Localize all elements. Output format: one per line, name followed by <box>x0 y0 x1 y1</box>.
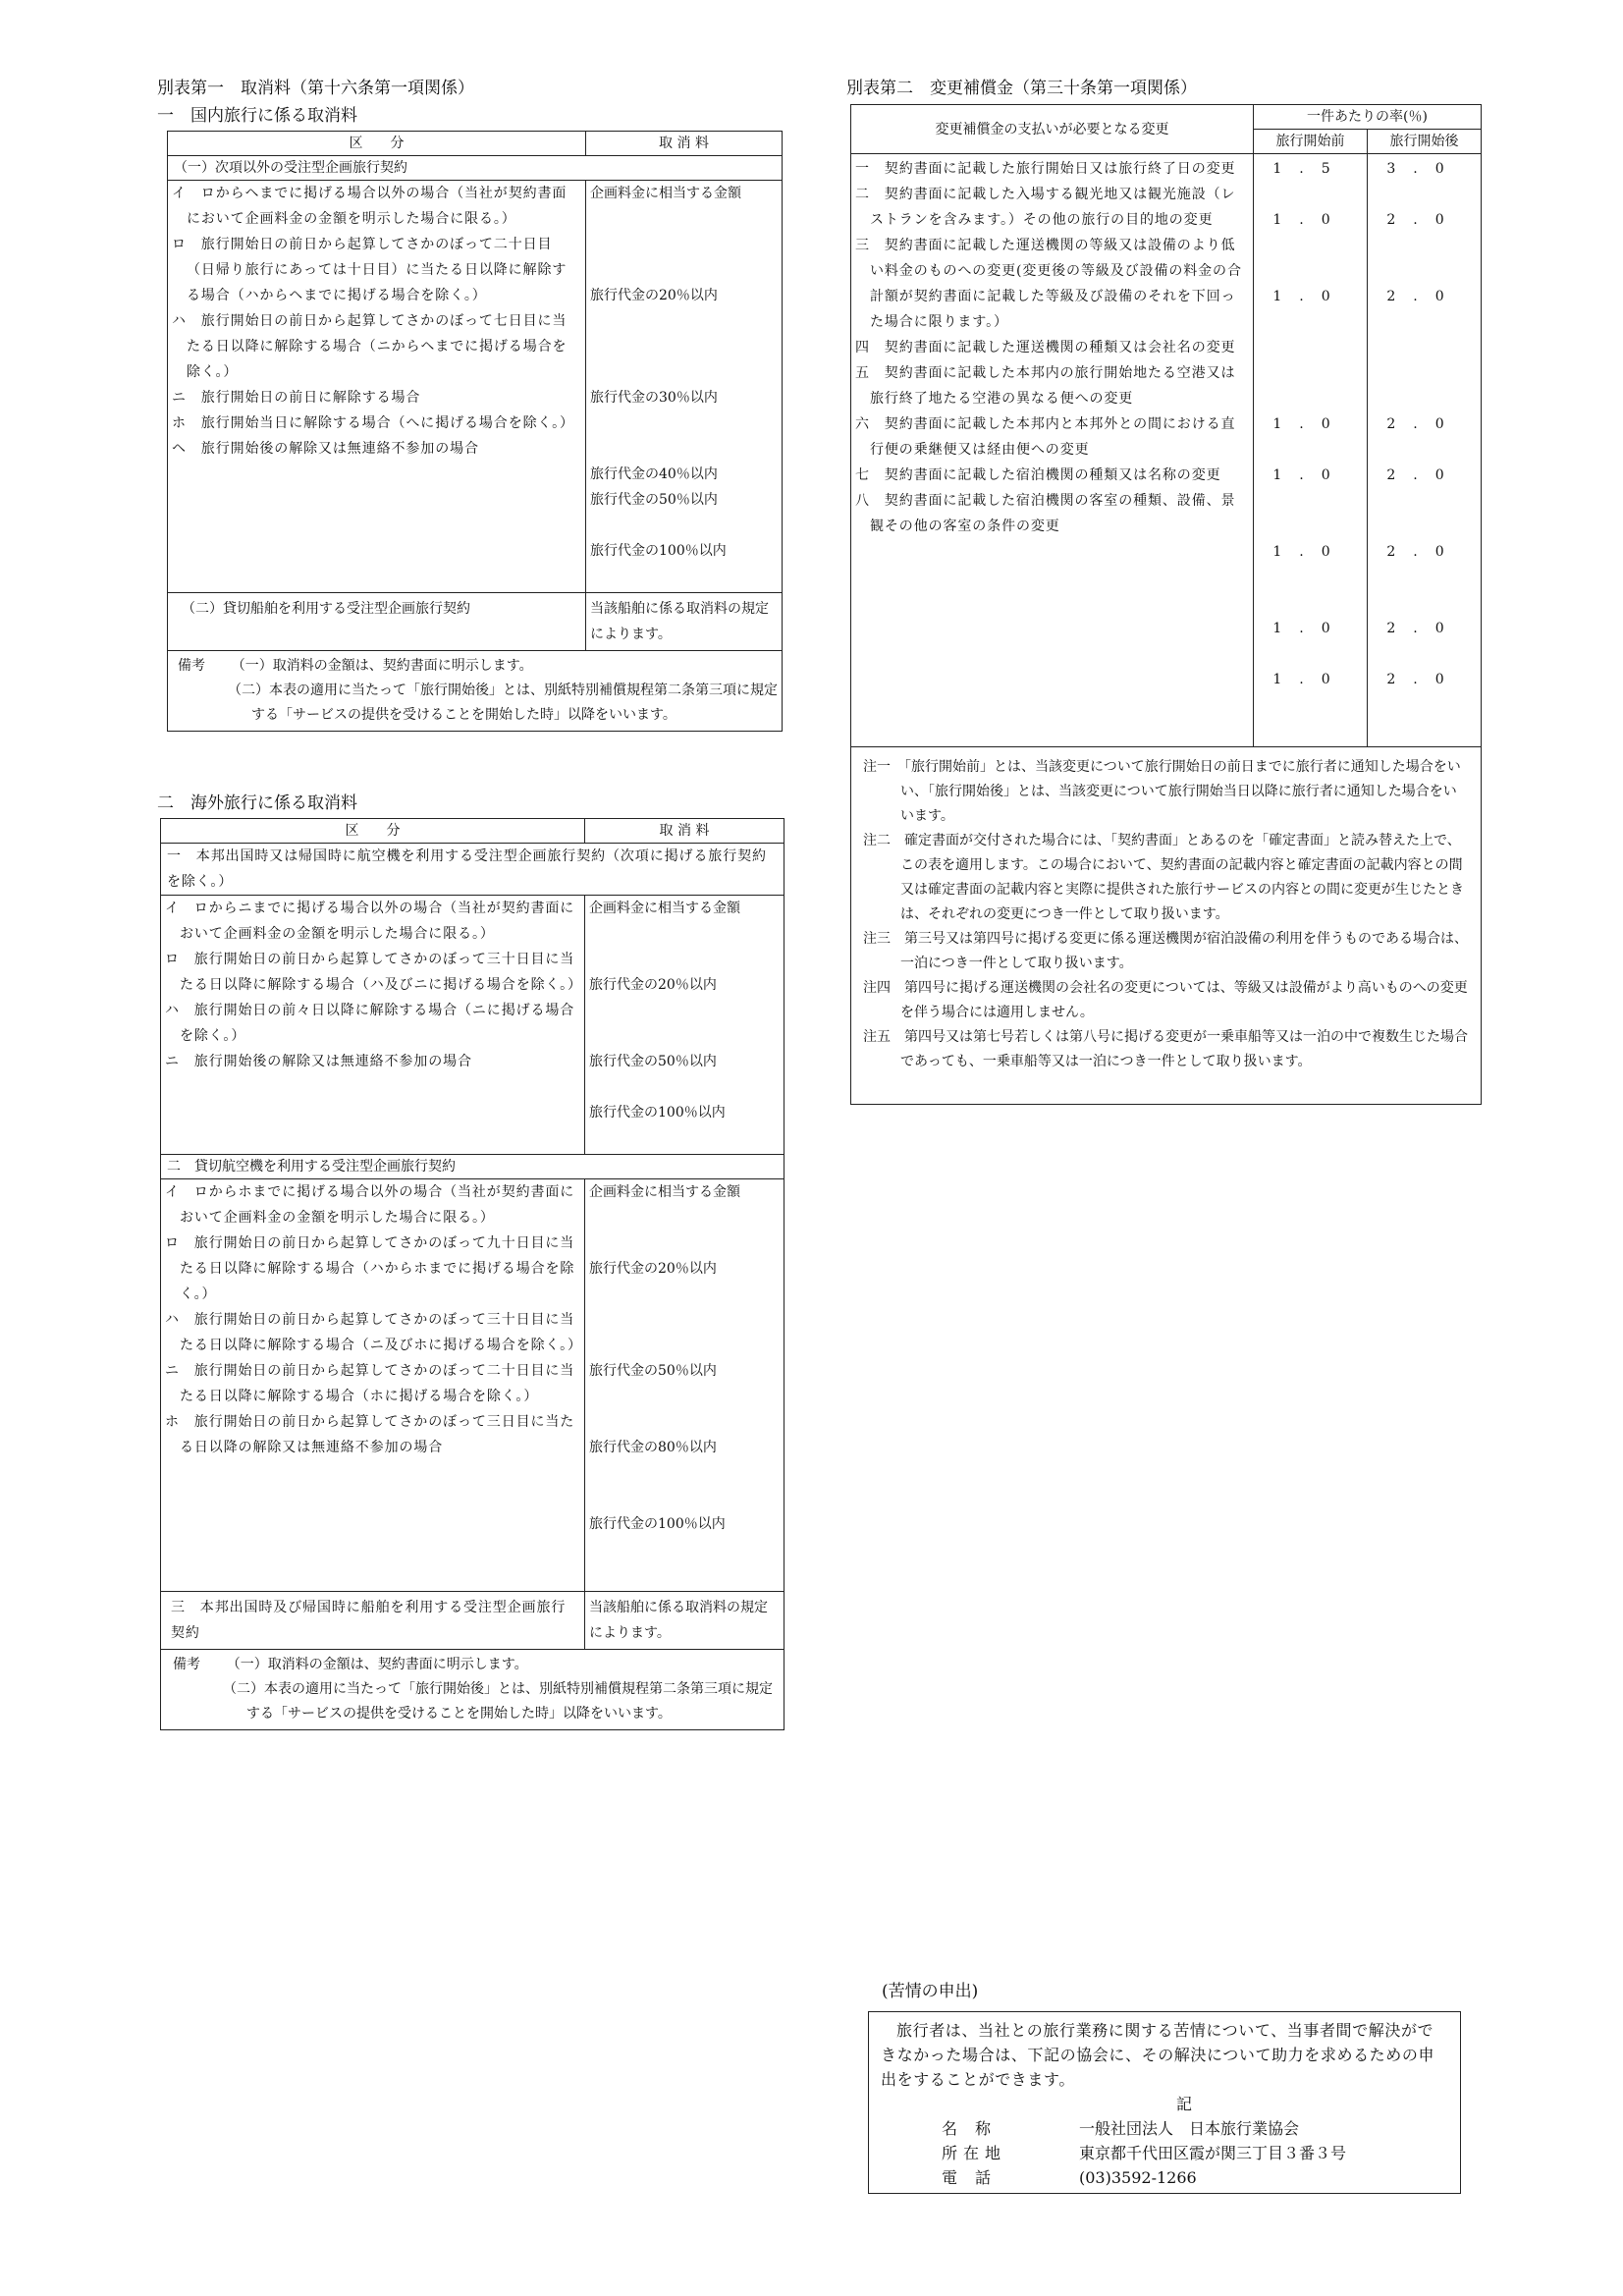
domestic-note-2: （二）本表の適用に当たって「旅行開始後」とは、別紙特別補償規程第二条第三項に規定する「サービスの提供を受けることを開始した時」以降をいいます。 <box>228 683 778 723</box>
overseas-s1-row-1-text: イ ロからニまでに掲げる場合以外の場合（当社が契約書面において企画料金の金額を明示した場合に限る。） <box>165 901 575 942</box>
t2-col-after: 旅行開始後 <box>1368 130 1482 154</box>
t2-row-5-text: 五 契約書面に記載した本邦内の旅行開始地たる空港又は旅行終了地たる空港の異なる便への変更 <box>855 365 1236 407</box>
t2-col-change: 変更補償金の支払いが必要となる変更 <box>851 105 1254 154</box>
domestic-col-category: 区 分 <box>168 132 586 156</box>
t2-notes <box>851 747 1482 1105</box>
overseas-section-3-fee: 当該船舶に係る取消料の規定によります。 <box>585 1592 784 1650</box>
domestic-note-1: （一）取消料の金額は、契約書面に明示します。 <box>231 658 533 674</box>
overseas-note-label: 備考 <box>173 1657 200 1672</box>
overseas-s2-row-2-text: ロ 旅行開始日の前日から起算してさかのぼって九十日目に当たる日以降に解除する場合（ハからホまでに掲げる場合を除く。） <box>165 1235 575 1302</box>
change-compensation-table <box>850 104 1482 1105</box>
domestic-row-6-text: ヘ 旅行開始後の解除又は無連絡不参加の場合 <box>172 441 479 457</box>
complaint-body: 旅行者は、当社との旅行業務に関する苦情について、当事者間で解決ができなかった場合は、下記の協会に、その解決について助力を求めるための申出をすることができます。 <box>881 2021 1435 2089</box>
complaint-name-row <box>881 2116 1448 2141</box>
domestic-cancellation-table <box>167 131 783 732</box>
complaint-address-row <box>881 2141 1448 2165</box>
t2-row-4-before: 1.0 <box>1272 416 1348 432</box>
t2-row-4-after: 2.0 <box>1386 416 1462 432</box>
table1-title: 別表第一 取消料（第十六条第一項関係） <box>157 79 474 98</box>
domestic-row-5-fee: 旅行代金の50％以内 <box>590 492 718 508</box>
overseas-cancellation-table <box>160 818 784 1730</box>
domestic-col-fee: 取 消 料 <box>586 132 783 156</box>
overseas-section-2: 二 貸切航空機を利用する受注型企画旅行契約 <box>161 1155 784 1179</box>
table2-title: 別表第二 変更補償金（第三十条第一項関係） <box>846 79 1197 98</box>
t2-note-4: 注四 第四号に掲げる運送機関の会社名の変更については、等級又は設備がより高いものへの変更を伴う場合には適用しません。 <box>863 980 1468 1020</box>
t2-note-1: 注一 「旅行開始前」とは、当該変更について旅行開始日の前日までに旅行者に通知した場合をいい、「旅行開始後」とは、当該変更について旅行開始当日以降に旅行者に通知した場合をいいます。 <box>863 759 1461 824</box>
t2-row-2-text: 二 契約書面に記載した入場する観光地又は観光施設（レストランを含みます。）その他の旅行の目的地の変更 <box>855 187 1236 228</box>
overseas-col-fee: 取 消 料 <box>585 819 784 844</box>
domestic-section-1: （一）次項以外の受注型企画旅行契約 <box>168 156 783 181</box>
t2-row-6-after: 2.0 <box>1386 544 1462 560</box>
overseas-note-1: （一）取消料の金額は、契約書面に明示します。 <box>226 1657 528 1672</box>
table-row <box>161 1592 784 1650</box>
domestic-row-1-fee: 企画料金に相当する金額 <box>590 186 741 201</box>
complaint-tel-row <box>881 2165 1448 2190</box>
complaint-ki: 記 <box>1175 2095 1192 2113</box>
domestic-section-2: （二）貸切船舶を利用する受注型企画旅行契約 <box>168 593 586 651</box>
overseas-s2-row-4-fee: 旅行代金の80％以内 <box>589 1440 717 1455</box>
t2-row-1-before: 1.5 <box>1272 161 1348 177</box>
t2-row-2-after: 2.0 <box>1386 212 1462 228</box>
complaint-name-label: 名称 <box>942 2119 1009 2138</box>
table-row <box>168 593 783 651</box>
overseas-s2-row-5-fee: 旅行代金の100％以内 <box>589 1516 726 1532</box>
overseas-col-category: 区 分 <box>161 819 585 844</box>
overseas-s1-row-3-fee: 旅行代金の50％以内 <box>589 1054 717 1069</box>
table-row <box>161 896 784 1155</box>
overseas-s2-row-1-fee: 企画料金に相当する金額 <box>589 1184 740 1200</box>
overseas-s1-row-4-text: ニ 旅行開始後の解除又は無連絡不参加の場合 <box>165 1054 472 1069</box>
complaint-tel-label: 電話 <box>942 2168 1009 2187</box>
complaint-address-value: 東京都千代田区霞が関三丁目３番３号 <box>1079 2144 1347 2162</box>
table-row <box>161 1179 784 1592</box>
t2-row-8-after: 2.0 <box>1386 672 1462 687</box>
t2-row-3-text: 三 契約書面に記載した運送機関の等級又は設備のより低い料金のものへの変更(変更後の等級及び設備の料金の合計額が契約書面に記載した等級及び設備のそれを下回った場合に限ります。） <box>855 238 1242 330</box>
overseas-s1-row-2-fee: 旅行代金の20％以内 <box>589 977 717 993</box>
t2-row-5-after: 2.0 <box>1386 467 1462 483</box>
t2-note-3: 注三 第三号又は第四号に掲げる変更に係る運送機関が宿泊設備の利用を伴うものである場合は、一泊につき一件として取り扱います。 <box>863 931 1468 971</box>
overseas-s1-row-3-text: ハ 旅行開始日の前々日以降に解除する場合（ニに掲げる場合を除く。） <box>165 1003 575 1044</box>
overseas-s2-row-1-text: イ ロからホまでに掲げる場合以外の場合（当社が契約書面において企画料金の金額を明示した場合に限る。） <box>165 1184 575 1226</box>
complaint-name-value: 一般社団法人 日本旅行業協会 <box>1079 2119 1300 2138</box>
domestic-section-2-fee: 当該船舶に係る取消料の規定によります。 <box>586 593 783 651</box>
domestic-title: 一 国内旅行に係る取消料 <box>157 106 357 126</box>
complaint-title: (苦情の申出) <box>882 1982 979 2001</box>
t2-row-3-after: 2.0 <box>1386 289 1462 304</box>
overseas-s2-row-3-fee: 旅行代金の50％以内 <box>589 1363 717 1379</box>
domestic-row-4-fee: 旅行代金の40％以内 <box>590 466 718 482</box>
complaint-address-label: 所在地 <box>942 2144 1007 2162</box>
domestic-notes <box>168 651 783 732</box>
overseas-notes <box>161 1650 784 1730</box>
t2-row-4-text: 四 契約書面に記載した運送機関の種類又は会社名の変更 <box>855 340 1236 355</box>
domestic-row-3-text: ハ 旅行開始日の前日から起算してさかのぼって七日目に当たる日以降に解除する場合（ニからヘまでに掲げる場合を除く。） <box>172 313 568 380</box>
domestic-row-2-fee: 旅行代金の20％以内 <box>590 288 718 303</box>
overseas-s2-row-4-text: ニ 旅行開始日の前日から起算してさかのぼって二十日目に当たる日以降に解除する場合（ホに掲げる場合を除く。） <box>165 1363 575 1404</box>
domestic-row-4-text: ニ 旅行開始日の前日に解除する場合 <box>172 390 421 406</box>
t2-row-1-text: 一 契約書面に記載した旅行開始日又は旅行終了日の変更 <box>855 161 1236 177</box>
t2-row-6-before: 1.0 <box>1272 544 1348 560</box>
t2-rate-header: 一件あたりの率(％) <box>1254 105 1482 130</box>
t2-col-before: 旅行開始前 <box>1254 130 1368 154</box>
overseas-s2-row-3-text: ハ 旅行開始日の前日から起算してさかのぼって三十日目に当たる日以降に解除する場合（ニ及びホに掲げる場合を除く。） <box>165 1312 582 1353</box>
domestic-note-label: 備考 <box>178 658 205 674</box>
overseas-s1-row-4-fee: 旅行代金の100％以内 <box>589 1105 726 1121</box>
domestic-row-2-text: ロ 旅行開始日の前日から起算してさかのぼって二十日目（日帰り旅行にあっては十日目）に当たる日以降に解除する場合（ハからヘまでに掲げる場合を除く。） <box>172 237 568 303</box>
t2-row-8-text: 八 契約書面に記載した宿泊機関の客室の種類、設備、景観その他の客室の条件の変更 <box>855 493 1236 534</box>
overseas-section-3: 三 本邦出国時及び帰国時に船舶を利用する受注型企画旅行契約 <box>161 1592 585 1650</box>
domestic-row-5-text: ホ 旅行開始当日に解除する場合（へに掲げる場合を除く。） <box>172 415 574 431</box>
complaint-tel-value: (03)3592-1266 <box>1079 2168 1197 2187</box>
overseas-s1-row-2-text: ロ 旅行開始日の前日から起算してさかのぼって三十日目に当たる日以降に解除する場合（ハ及びニに掲げる場合を除く。） <box>165 952 582 993</box>
t2-row-1-after: 3.0 <box>1386 161 1462 177</box>
domestic-row-6-fee: 旅行代金の100％以内 <box>590 543 727 559</box>
overseas-s2-row-2-fee: 旅行代金の20％以内 <box>589 1261 717 1277</box>
overseas-section-1: 一 本邦出国時又は帰国時に航空機を利用する受注型企画旅行契約（次項に掲げる旅行契約を除く。） <box>161 844 784 896</box>
domestic-row-1-text: イ ロからヘまでに掲げる場合以外の場合（当社が契約書面において企画料金の金額を明示した場合に限る。） <box>172 186 568 227</box>
complaint-box <box>868 2011 1461 2194</box>
table-row <box>168 181 783 593</box>
t2-row-5-before: 1.0 <box>1272 467 1348 483</box>
t2-note-5: 注五 第四号又は第七号若しくは第八号に掲げる変更が一乗車船等又は一泊の中で複数生じた場合であっても、一乗車船等又は一泊につき一件として取り扱います。 <box>863 1029 1468 1069</box>
table-row <box>851 154 1482 747</box>
overseas-note-2: （二）本表の適用に当たって「旅行開始後」とは、別紙特別補償規程第二条第三項に規定する「サービスの提供を受けることを開始した時」以降をいいます。 <box>223 1681 773 1722</box>
t2-row-6-text: 六 契約書面に記載した本邦内と本邦外との間における直行便の乗継便又は経由便への変更 <box>855 416 1236 458</box>
t2-row-7-after: 2.0 <box>1386 621 1462 636</box>
overseas-s1-row-1-fee: 企画料金に相当する金額 <box>589 901 740 916</box>
t2-note-2: 注二 確定書面が交付された場合には、「契約書面」とあるのを「確定書面」と読み替えた上で、この表を適用します。この場合において、契約書面の記載内容と確定書面の記載内容との間又は確定書面の記載内容と実際に提供された旅行サービスの内容との間に変更が生じたときは、それぞれの変更につき一件として取り扱います。 <box>863 833 1464 922</box>
t2-row-2-before: 1.0 <box>1272 212 1348 228</box>
domestic-row-3-fee: 旅行代金の30％以内 <box>590 390 718 406</box>
t2-row-7-text: 七 契約書面に記載した宿泊機関の種類又は名称の変更 <box>855 467 1221 483</box>
t2-row-8-before: 1.0 <box>1272 672 1348 687</box>
t2-row-7-before: 1.0 <box>1272 621 1348 636</box>
overseas-s2-row-5-text: ホ 旅行開始日の前日から起算してさかのぼって三日目に当たる日以降の解除又は無連絡不参加の場合 <box>165 1414 575 1455</box>
overseas-title: 二 海外旅行に係る取消料 <box>157 793 357 813</box>
t2-row-3-before: 1.0 <box>1272 289 1348 304</box>
